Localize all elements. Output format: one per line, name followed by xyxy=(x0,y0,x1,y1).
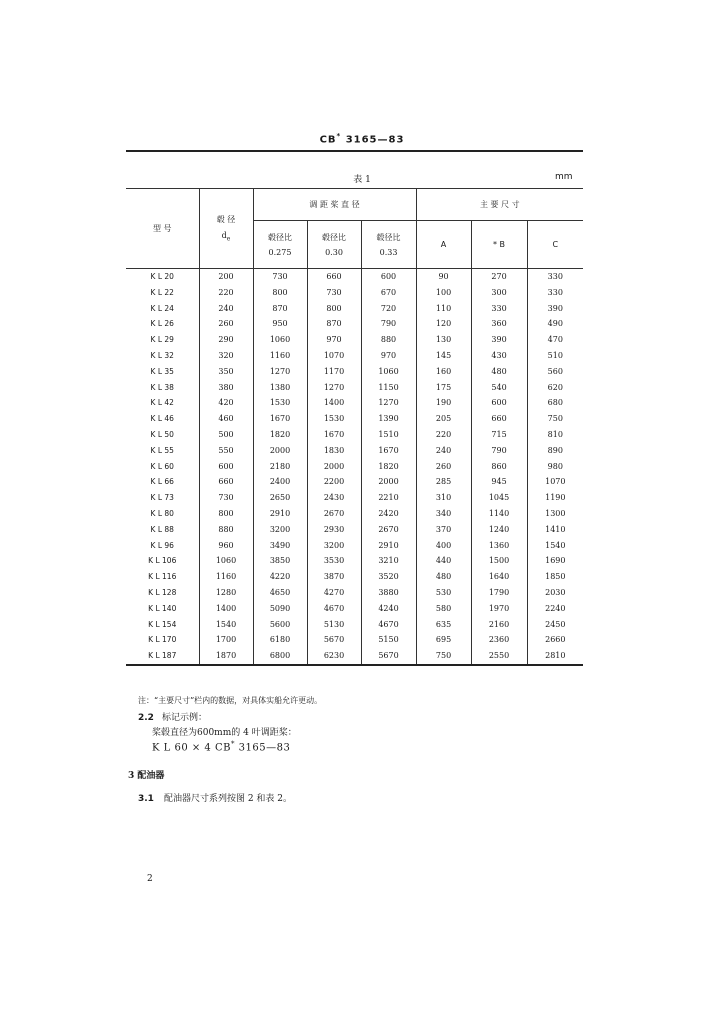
table-row xyxy=(126,538,583,554)
table-row xyxy=(126,316,583,332)
cell-diameter-033: 3880 xyxy=(361,585,416,601)
cell-hub-diameter: 800 xyxy=(199,506,253,522)
cell-diameter-030: 4670 xyxy=(307,601,361,617)
cell-diameter-0275: 6180 xyxy=(253,632,307,648)
cell-diameter-030: 2930 xyxy=(307,522,361,538)
cell-dim-a: 100 xyxy=(416,285,471,301)
table-row xyxy=(126,553,583,569)
cell-diameter-033: 2910 xyxy=(361,538,416,554)
cell-dim-b: 715 xyxy=(471,427,527,443)
cell-diameter-0275: 3850 xyxy=(253,553,307,569)
cell-diameter-0275: 1380 xyxy=(253,380,307,396)
cell-model: K L 24 xyxy=(126,301,199,317)
cell-dim-a: 340 xyxy=(416,506,471,522)
table-row xyxy=(126,411,583,427)
cell-diameter-030: 660 xyxy=(307,269,361,285)
cell-diameter-033: 1060 xyxy=(361,364,416,380)
cell-dim-c: 470 xyxy=(527,332,583,348)
cell-diameter-030: 5670 xyxy=(307,632,361,648)
cell-diameter-030: 5130 xyxy=(307,617,361,633)
cell-model: K L 20 xyxy=(126,269,199,285)
cell-dim-b: 300 xyxy=(471,285,527,301)
cell-dim-a: 440 xyxy=(416,553,471,569)
table-row xyxy=(126,332,583,348)
cell-hub-diameter: 1160 xyxy=(199,569,253,585)
cell-dim-c: 810 xyxy=(527,427,583,443)
header-rule xyxy=(126,150,583,152)
cell-diameter-033: 970 xyxy=(361,348,416,364)
table-unit: mm xyxy=(555,172,573,182)
table-note: 注：“主要尺寸”栏内的数据，对具体实船允许更动。 xyxy=(138,696,323,705)
cell-dim-a: 285 xyxy=(416,474,471,490)
cell-dim-c: 510 xyxy=(527,348,583,364)
cell-dim-c: 2450 xyxy=(527,617,583,633)
table-row xyxy=(126,569,583,585)
cell-hub-diameter: 550 xyxy=(199,443,253,459)
cell-diameter-0275: 2910 xyxy=(253,506,307,522)
cell-dim-c: 890 xyxy=(527,443,583,459)
cell-model: K L 26 xyxy=(126,316,199,332)
cell-diameter-0275: 2650 xyxy=(253,490,307,506)
table-row xyxy=(126,601,583,617)
cell-hub-diameter: 1280 xyxy=(199,585,253,601)
cell-dim-b: 2160 xyxy=(471,617,527,633)
cell-dim-a: 635 xyxy=(416,617,471,633)
cell-dim-a: 480 xyxy=(416,569,471,585)
cell-hub-diameter: 420 xyxy=(199,395,253,411)
table-row xyxy=(126,522,583,538)
cell-dim-a: 750 xyxy=(416,648,471,665)
cell-diameter-033: 2000 xyxy=(361,474,416,490)
cell-dim-a: 205 xyxy=(416,411,471,427)
cell-model: K L 116 xyxy=(126,569,199,585)
cell-model: K L 22 xyxy=(126,285,199,301)
cell-model: K L 96 xyxy=(126,538,199,554)
example-code-star: * xyxy=(230,740,235,748)
cell-diameter-033: 1670 xyxy=(361,443,416,459)
cell-diameter-030: 2430 xyxy=(307,490,361,506)
section-2-2 xyxy=(138,710,207,723)
cell-model: K L 170 xyxy=(126,632,199,648)
page-header xyxy=(0,132,724,145)
cell-diameter-033: 4670 xyxy=(361,617,416,633)
section-3-1 xyxy=(138,791,292,804)
table-body xyxy=(126,269,583,665)
cell-dim-a: 130 xyxy=(416,332,471,348)
diameter-subscript: e xyxy=(226,235,231,243)
table-row xyxy=(126,427,583,443)
cell-hub-diameter: 1540 xyxy=(199,617,253,633)
cell-model: K L 80 xyxy=(126,506,199,522)
cell-model: K L 42 xyxy=(126,395,199,411)
cell-dim-b: 790 xyxy=(471,443,527,459)
cell-hub-diameter: 260 xyxy=(199,316,253,332)
cell-diameter-030: 3200 xyxy=(307,538,361,554)
cell-dim-c: 330 xyxy=(527,285,583,301)
cell-dim-b: 660 xyxy=(471,411,527,427)
cell-dim-a: 530 xyxy=(416,585,471,601)
cell-dim-b: 600 xyxy=(471,395,527,411)
cell-hub-diameter: 220 xyxy=(199,285,253,301)
cell-diameter-033: 1150 xyxy=(361,380,416,396)
cell-diameter-030: 1270 xyxy=(307,380,361,396)
cell-model: K L 73 xyxy=(126,490,199,506)
cell-model: K L 46 xyxy=(126,411,199,427)
cell-diameter-030: 2200 xyxy=(307,474,361,490)
cell-model: K L 38 xyxy=(126,380,199,396)
cell-diameter-0275: 4650 xyxy=(253,585,307,601)
cell-dim-b: 2550 xyxy=(471,648,527,665)
cell-diameter-033: 5670 xyxy=(361,648,416,665)
cell-dim-b: 480 xyxy=(471,364,527,380)
cell-diameter-030: 1530 xyxy=(307,411,361,427)
section-3-heading: 3 配油器 xyxy=(128,771,165,781)
table-row xyxy=(126,506,583,522)
cell-dim-b: 330 xyxy=(471,301,527,317)
table-row xyxy=(126,443,583,459)
cell-diameter-030: 1070 xyxy=(307,348,361,364)
cell-dim-c: 490 xyxy=(527,316,583,332)
cell-diameter-030: 870 xyxy=(307,316,361,332)
cell-dim-c: 1410 xyxy=(527,522,583,538)
section-2-2-number: 2.2 xyxy=(138,713,154,723)
cell-dim-a: 160 xyxy=(416,364,471,380)
cell-diameter-030: 730 xyxy=(307,285,361,301)
cell-hub-diameter: 730 xyxy=(199,490,253,506)
cell-hub-diameter: 460 xyxy=(199,411,253,427)
cell-dim-c: 750 xyxy=(527,411,583,427)
cell-dim-a: 400 xyxy=(416,538,471,554)
cell-model: K L 106 xyxy=(126,553,199,569)
example-code xyxy=(152,740,290,753)
example-code-prefix: K L 60 × 4 CB xyxy=(152,742,231,754)
cell-model: K L 128 xyxy=(126,585,199,601)
cell-dim-c: 980 xyxy=(527,459,583,475)
cell-dim-b: 1240 xyxy=(471,522,527,538)
cell-dim-b: 1970 xyxy=(471,601,527,617)
table-row xyxy=(126,648,583,665)
table-row xyxy=(126,348,583,364)
ratio-header-3: 毂径比 0.33 xyxy=(361,221,416,269)
table-caption: 表 1 xyxy=(353,175,371,185)
cell-diameter-030: 800 xyxy=(307,301,361,317)
cell-dim-b: 1640 xyxy=(471,569,527,585)
cell-dim-b: 1360 xyxy=(471,538,527,554)
cell-diameter-030: 4270 xyxy=(307,585,361,601)
cell-dim-c: 1070 xyxy=(527,474,583,490)
cell-hub-diameter: 380 xyxy=(199,380,253,396)
example-description: 桨毂直径为600mm的 4 叶调距桨： xyxy=(152,728,297,738)
cell-hub-diameter: 660 xyxy=(199,474,253,490)
dim-header-c: C xyxy=(527,221,583,269)
cell-dim-a: 190 xyxy=(416,395,471,411)
cell-model: K L 32 xyxy=(126,348,199,364)
cell-dim-a: 370 xyxy=(416,522,471,538)
cell-diameter-033: 4240 xyxy=(361,601,416,617)
cell-dim-c: 680 xyxy=(527,395,583,411)
cell-hub-diameter: 880 xyxy=(199,522,253,538)
cell-dim-a: 120 xyxy=(416,316,471,332)
cell-dim-b: 540 xyxy=(471,380,527,396)
cell-dim-a: 90 xyxy=(416,269,471,285)
group-pitch-header: 调 距 桨 直 径 xyxy=(253,189,416,221)
cell-hub-diameter: 290 xyxy=(199,332,253,348)
cell-model: K L 50 xyxy=(126,427,199,443)
table-row xyxy=(126,301,583,317)
cell-hub-diameter: 600 xyxy=(199,459,253,475)
cell-diameter-0275: 2180 xyxy=(253,459,307,475)
diameter-symbol: d xyxy=(221,231,227,241)
dim-header-b: * B xyxy=(471,221,527,269)
example-code-suffix: 3165—83 xyxy=(234,742,291,754)
cell-diameter-033: 670 xyxy=(361,285,416,301)
cell-dim-c: 1850 xyxy=(527,569,583,585)
cell-diameter-033: 3210 xyxy=(361,553,416,569)
cell-diameter-030: 1670 xyxy=(307,427,361,443)
group-dims-header: 主 要 尺 寸 xyxy=(416,189,583,221)
cell-diameter-033: 1510 xyxy=(361,427,416,443)
cell-diameter-033: 2210 xyxy=(361,490,416,506)
cell-model: K L 35 xyxy=(126,364,199,380)
section-3-1-text: 配油器尺寸系列按图 2 和表 2。 xyxy=(163,794,292,804)
cell-hub-diameter: 500 xyxy=(199,427,253,443)
cell-model: K L 60 xyxy=(126,459,199,475)
col-diameter-label: 毂 径 xyxy=(216,215,236,225)
cell-dim-a: 695 xyxy=(416,632,471,648)
cell-dim-a: 240 xyxy=(416,443,471,459)
table-row xyxy=(126,459,583,475)
cell-dim-b: 270 xyxy=(471,269,527,285)
cell-hub-diameter: 1870 xyxy=(199,648,253,665)
cell-hub-diameter: 1700 xyxy=(199,632,253,648)
table-row xyxy=(126,617,583,633)
cell-hub-diameter: 1060 xyxy=(199,553,253,569)
cell-dim-b: 1500 xyxy=(471,553,527,569)
cell-model: K L 154 xyxy=(126,617,199,633)
cell-diameter-0275: 5600 xyxy=(253,617,307,633)
cell-model: K L 140 xyxy=(126,601,199,617)
cell-model: K L 66 xyxy=(126,474,199,490)
cell-hub-diameter: 320 xyxy=(199,348,253,364)
cell-dim-b: 945 xyxy=(471,474,527,490)
table-row xyxy=(126,285,583,301)
cell-diameter-0275: 1820 xyxy=(253,427,307,443)
cell-dim-a: 220 xyxy=(416,427,471,443)
cell-diameter-030: 1170 xyxy=(307,364,361,380)
cell-diameter-030: 2000 xyxy=(307,459,361,475)
cell-dim-c: 560 xyxy=(527,364,583,380)
cell-diameter-0275: 1270 xyxy=(253,364,307,380)
cell-dim-c: 1690 xyxy=(527,553,583,569)
dimension-table xyxy=(126,188,583,666)
section-2-2-title: 标记示例： xyxy=(161,713,207,723)
ratio-header-1: 毂径比 0.275 xyxy=(253,221,307,269)
cell-diameter-0275: 2000 xyxy=(253,443,307,459)
table-row xyxy=(126,585,583,601)
cell-dim-a: 310 xyxy=(416,490,471,506)
cell-dim-c: 1190 xyxy=(527,490,583,506)
cell-diameter-033: 2670 xyxy=(361,522,416,538)
cell-diameter-030: 2670 xyxy=(307,506,361,522)
cell-dim-b: 1045 xyxy=(471,490,527,506)
cell-dim-b: 860 xyxy=(471,459,527,475)
ratio-header-2: 毂径比 0.30 xyxy=(307,221,361,269)
dim-header-a: A xyxy=(416,221,471,269)
cell-dim-c: 330 xyxy=(527,269,583,285)
table-row xyxy=(126,395,583,411)
cell-diameter-030: 3530 xyxy=(307,553,361,569)
cell-diameter-0275: 5090 xyxy=(253,601,307,617)
cell-diameter-033: 2420 xyxy=(361,506,416,522)
cell-diameter-0275: 1160 xyxy=(253,348,307,364)
cell-dim-c: 1300 xyxy=(527,506,583,522)
table-row xyxy=(126,364,583,380)
cell-diameter-033: 600 xyxy=(361,269,416,285)
cell-hub-diameter: 960 xyxy=(199,538,253,554)
cell-diameter-030: 1830 xyxy=(307,443,361,459)
cell-dim-b: 1790 xyxy=(471,585,527,601)
standard-number: 3165—83 xyxy=(345,134,405,146)
table-row xyxy=(126,490,583,506)
cell-dim-c: 2240 xyxy=(527,601,583,617)
cell-dim-a: 580 xyxy=(416,601,471,617)
cell-diameter-0275: 870 xyxy=(253,301,307,317)
cell-diameter-033: 3520 xyxy=(361,569,416,585)
table-row xyxy=(126,269,583,285)
cell-hub-diameter: 240 xyxy=(199,301,253,317)
cell-diameter-0275: 1670 xyxy=(253,411,307,427)
cell-dim-a: 145 xyxy=(416,348,471,364)
cell-dim-a: 110 xyxy=(416,301,471,317)
cell-dim-c: 2660 xyxy=(527,632,583,648)
standard-star: * xyxy=(336,132,342,140)
cell-dim-b: 430 xyxy=(471,348,527,364)
cell-dim-c: 1540 xyxy=(527,538,583,554)
cell-diameter-0275: 1530 xyxy=(253,395,307,411)
cell-diameter-030: 3870 xyxy=(307,569,361,585)
cell-hub-diameter: 200 xyxy=(199,269,253,285)
cell-diameter-033: 880 xyxy=(361,332,416,348)
cell-diameter-033: 720 xyxy=(361,301,416,317)
table-row xyxy=(126,380,583,396)
cell-diameter-033: 1270 xyxy=(361,395,416,411)
cell-diameter-033: 5150 xyxy=(361,632,416,648)
cell-hub-diameter: 350 xyxy=(199,364,253,380)
cell-diameter-0275: 6800 xyxy=(253,648,307,665)
cell-diameter-030: 970 xyxy=(307,332,361,348)
cell-diameter-030: 1400 xyxy=(307,395,361,411)
cell-diameter-033: 1390 xyxy=(361,411,416,427)
cell-model: K L 55 xyxy=(126,443,199,459)
table-row xyxy=(126,474,583,490)
cell-model: K L 187 xyxy=(126,648,199,665)
cell-diameter-0275: 800 xyxy=(253,285,307,301)
cell-dim-b: 360 xyxy=(471,316,527,332)
cell-diameter-0275: 730 xyxy=(253,269,307,285)
col-diameter-header xyxy=(199,189,253,269)
cell-dim-a: 175 xyxy=(416,380,471,396)
col-model-header: 型 号 xyxy=(126,189,199,269)
cell-diameter-030: 6230 xyxy=(307,648,361,665)
cell-dim-a: 260 xyxy=(416,459,471,475)
table-row xyxy=(126,632,583,648)
cell-diameter-0275: 950 xyxy=(253,316,307,332)
cell-diameter-0275: 1060 xyxy=(253,332,307,348)
cell-diameter-0275: 4220 xyxy=(253,569,307,585)
cell-dim-c: 2810 xyxy=(527,648,583,665)
cell-model: K L 88 xyxy=(126,522,199,538)
standard-code: CB xyxy=(319,134,337,146)
cell-dim-b: 390 xyxy=(471,332,527,348)
cell-dim-c: 620 xyxy=(527,380,583,396)
section-3-1-number: 3.1 xyxy=(138,794,154,804)
cell-dim-b: 2360 xyxy=(471,632,527,648)
cell-dim-c: 2030 xyxy=(527,585,583,601)
cell-diameter-0275: 2400 xyxy=(253,474,307,490)
page-number: 2 xyxy=(147,874,153,884)
cell-dim-b: 1140 xyxy=(471,506,527,522)
cell-model: K L 29 xyxy=(126,332,199,348)
cell-dim-c: 390 xyxy=(527,301,583,317)
cell-diameter-033: 790 xyxy=(361,316,416,332)
cell-diameter-0275: 3200 xyxy=(253,522,307,538)
cell-diameter-0275: 3490 xyxy=(253,538,307,554)
cell-diameter-033: 1820 xyxy=(361,459,416,475)
cell-hub-diameter: 1400 xyxy=(199,601,253,617)
